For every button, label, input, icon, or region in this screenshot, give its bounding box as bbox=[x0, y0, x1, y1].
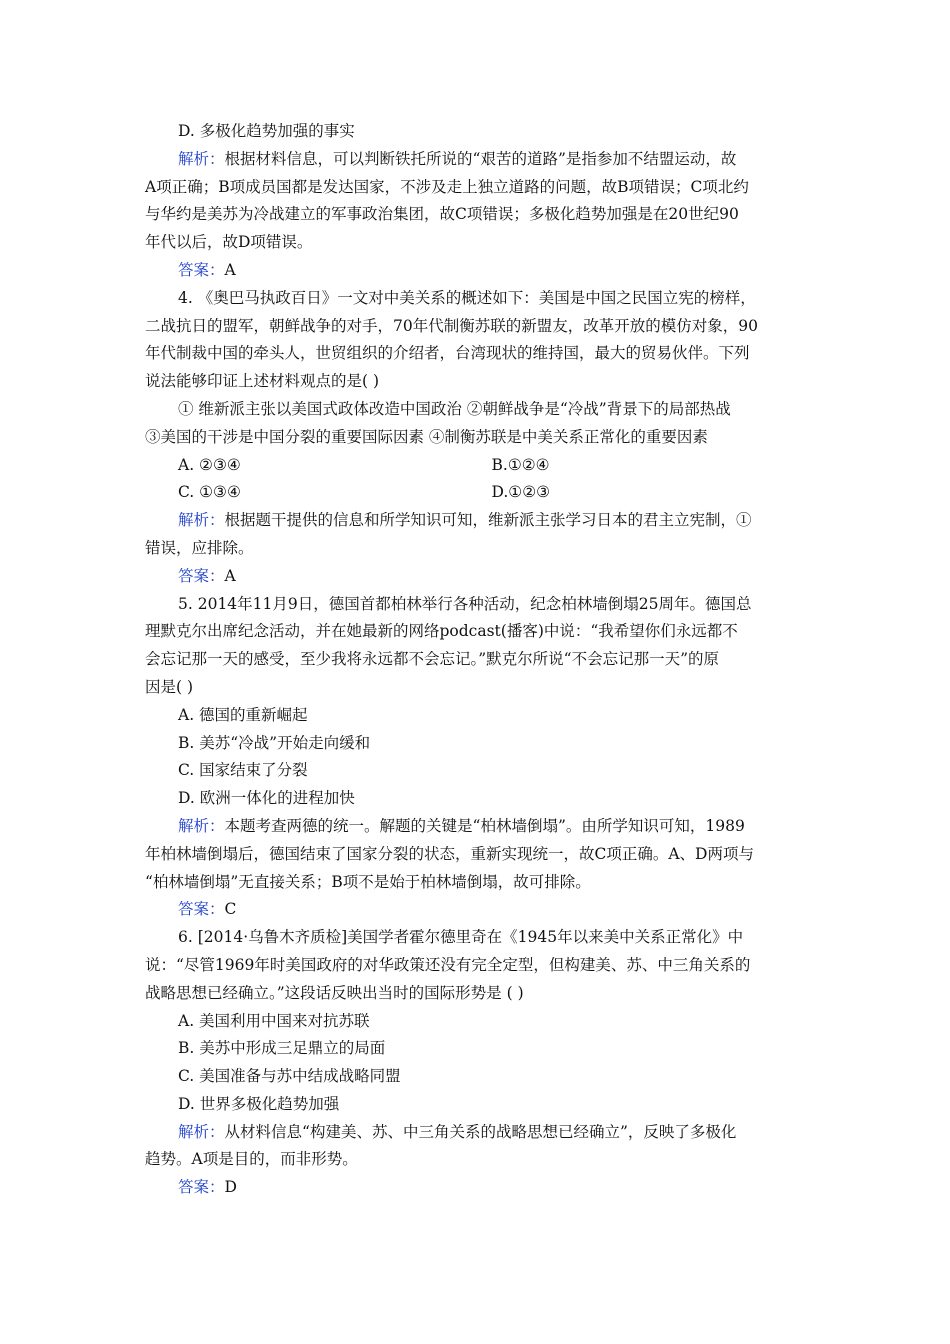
q3-option-d: D. 多极化趋势加强的事实 bbox=[178, 122, 355, 140]
q4-statements-line-2: ③美国的干涉是中国分裂的重要国际因素 ④制衡苏联是中美关系正常化的重要因素 bbox=[145, 427, 708, 446]
q6-option-c: C. 美国准备与苏中结成战略同盟 bbox=[178, 1067, 401, 1086]
answer-value: A bbox=[224, 260, 236, 279]
q4-options-row-1 bbox=[145, 452, 805, 480]
q5-stem-line-3: 会忘记那一天的感受，至少我将永远都不会忘记。”默克尔所说“不会忘记那一天”的原 bbox=[145, 650, 720, 669]
q5-stem-line-2: 理默克尔出席纪念活动，并在她最新的网络podcast(播客)中说：“我希望你们永远都不 bbox=[145, 622, 738, 641]
q6-analysis-line-2: 趋势。A项是目的，而非形势。 bbox=[145, 1150, 358, 1169]
q6-option-a: A. 美国利用中国来对抗苏联 bbox=[178, 1011, 370, 1030]
q4-option-a: A. ②③④ bbox=[178, 455, 241, 474]
analysis-label: 解析： bbox=[178, 816, 225, 835]
answer-label: 答案： bbox=[178, 900, 225, 919]
q5-stem-line-4: 因是( ) bbox=[145, 677, 194, 696]
answer-label: 答案： bbox=[178, 260, 225, 279]
q3-answer bbox=[145, 257, 805, 285]
q6-answer bbox=[145, 1174, 805, 1202]
q6-stem-line-3: 战略思想已经确立。”这段话反映出当时的国际形势是 ( ) bbox=[145, 983, 524, 1002]
q5-option-b: B. 美苏“冷战”开始走向缓和 bbox=[178, 733, 371, 752]
q4-options-row-2 bbox=[145, 479, 805, 507]
q3-analysis-line-1: 解析：根据材料信息，可以判断铁托所说的“艰苦的道路”是指参加不结盟运动，故 bbox=[178, 149, 737, 168]
q6-option-d: D. 世界多极化趋势加强 bbox=[178, 1094, 340, 1113]
q3-analysis-line-2: A项正确；B项成员国都是发达国家，不涉及走上独立道路的问题，故B项错误；C项北约 bbox=[145, 177, 749, 196]
q6-option-b: B. 美苏中形成三足鼎立的局面 bbox=[178, 1039, 386, 1058]
q3-analysis-line-4: 年代以后，故D项错误。 bbox=[145, 233, 313, 252]
q6-stem-line-1: 6. [2014·乌鲁木齐质检]美国学者霍尔德里奇在《1945年以来美中关系正常化》中 bbox=[178, 928, 744, 947]
analysis-label: 解析： bbox=[178, 511, 225, 530]
q5-option-d: D. 欧洲一体化的进程加快 bbox=[178, 789, 355, 808]
q4-stem-line-1: 4. 《奥巴马执政百日》一文对中美关系的概述如下：美国是中国之民国立宪的榜样， bbox=[178, 288, 756, 307]
q5-analysis-line-2: 年柏林墙倒塌后，德国结束了国家分裂的状态，重新实现统一，故C项正确。A、D两项与 bbox=[145, 844, 754, 863]
answer-label: 答案： bbox=[178, 1178, 225, 1197]
q4-stem-line-2: 二战抗日的盟军，朝鲜战争的对手，70年代制衡苏联的新盟友，改革开放的模仿对象，90 bbox=[145, 316, 758, 335]
q6-stem-line-2: 说：“尽管1969年时美国政府的对华政策还没有完全定型，但构建美、苏、中三角关系的 bbox=[145, 955, 751, 974]
answer-label: 答案： bbox=[178, 566, 225, 585]
answer-value: D bbox=[224, 1178, 237, 1197]
q4-option-c: C. ①③④ bbox=[178, 483, 241, 502]
answer-value: C bbox=[224, 900, 237, 919]
q5-option-c: C. 国家结束了分裂 bbox=[178, 761, 308, 780]
q4-option-d: D.①②③ bbox=[491, 483, 550, 502]
q5-stem-line-1: 5. 2014年11月9日，德国首都柏林举行各种活动，纪念柏林墙倒塌25周年。德国总 bbox=[178, 594, 752, 613]
q6-analysis-line-1: 解析：从材料信息“构建美、苏、中三角关系的战略思想已经确立”，反映了多极化 bbox=[178, 1122, 737, 1141]
q4-answer bbox=[145, 563, 805, 591]
q3-analysis-line-3: 与华约是美苏为冷战建立的军事政治集团，故C项错误；多极化趋势加强是在20世纪90 bbox=[145, 205, 739, 224]
q5-answer bbox=[145, 896, 805, 924]
q4-analysis-line-1: 解析：根据题干提供的信息和所学知识可知，维新派主张学习日本的君主立宪制，① bbox=[178, 511, 752, 530]
q5-analysis-line-3: “柏林墙倒塌”无直接关系；B项不是始于柏林墙倒塌，故可排除。 bbox=[145, 872, 591, 891]
q4-stem-line-3: 年代制裁中国的牵头人，世贸组织的介绍者，台湾现状的维持国，最大的贸易伙伴。下列 bbox=[145, 344, 750, 363]
q4-statements-line-1: ① 维新派主张以美国式政体改造中国政治 ②朝鲜战争是“冷战”背景下的局部热战 bbox=[178, 399, 731, 418]
q4-stem-line-4: 说法能够印证上述材料观点的是( ) bbox=[145, 372, 380, 391]
analysis-label: 解析： bbox=[178, 149, 225, 168]
q5-analysis-line-1: 解析：本题考查两德的统一。解题的关键是“柏林墙倒塌”。由所学知识可知，1989 bbox=[178, 816, 745, 835]
analysis-label: 解析： bbox=[178, 1122, 225, 1141]
document-content bbox=[145, 118, 805, 1202]
answer-value: A bbox=[224, 566, 236, 585]
q4-analysis-line-2: 错误，应排除。 bbox=[145, 538, 254, 557]
q4-option-b: B.①②④ bbox=[491, 455, 550, 474]
q5-option-a: A. 德国的重新崛起 bbox=[178, 705, 308, 724]
